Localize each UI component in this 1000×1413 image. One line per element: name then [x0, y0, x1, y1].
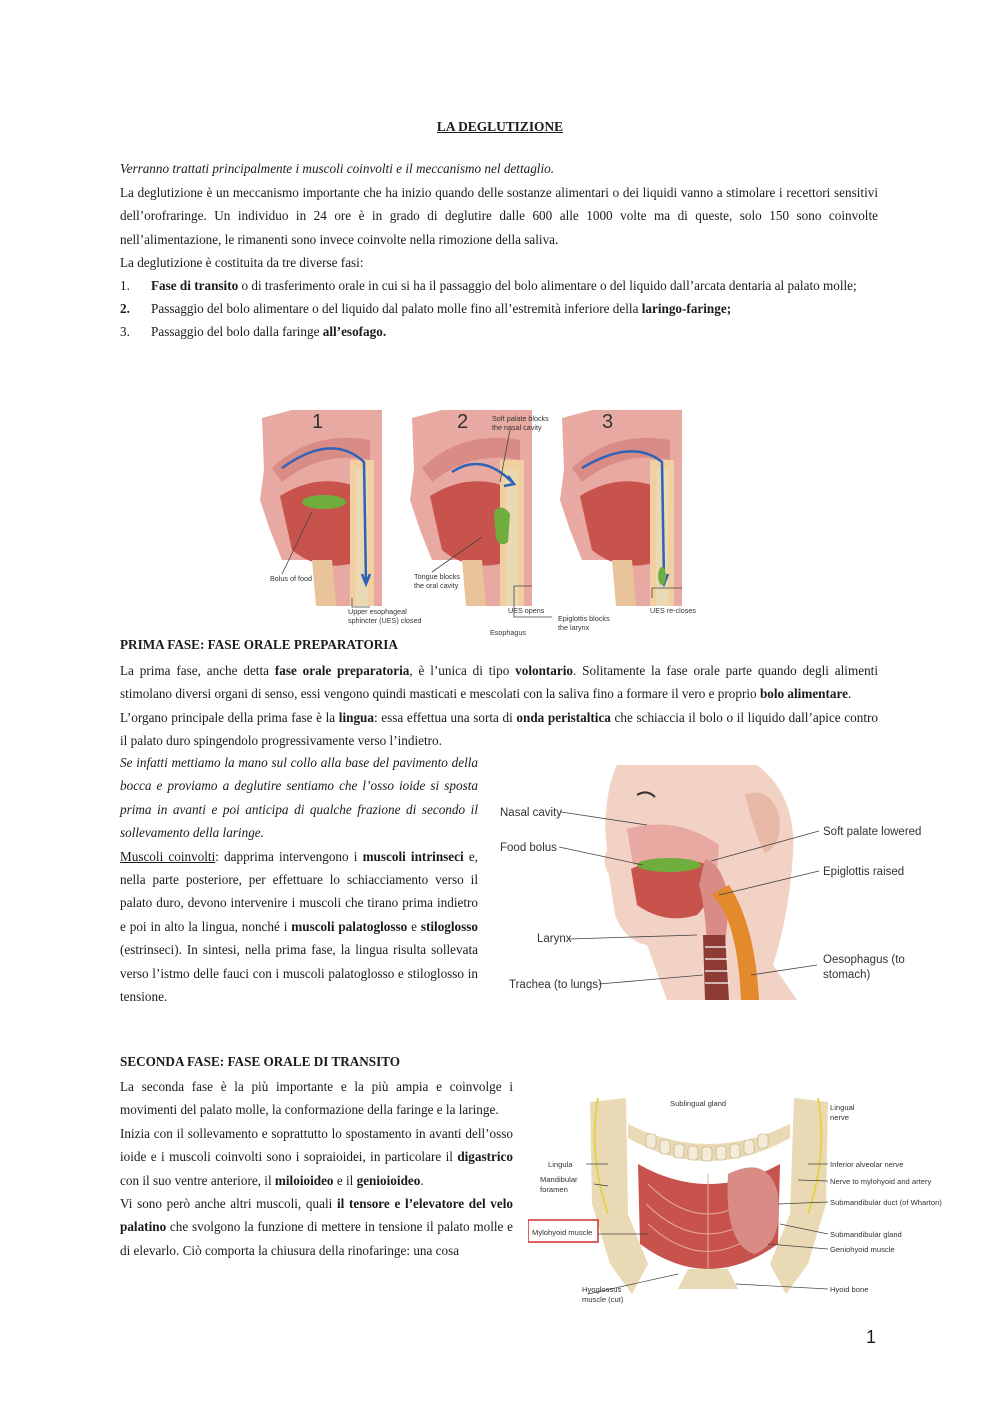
figure-label: Esophagus [490, 628, 526, 637]
text: e [407, 918, 421, 934]
figure-label: Hyoglossus [582, 1285, 622, 1294]
figure-label: Soft palate lowered [823, 826, 922, 838]
figure-label: Nerve to mylohyoid and artery [830, 1177, 932, 1186]
bold-text: stiloglosso [420, 918, 478, 934]
panel-number: 2 [457, 411, 469, 433]
bold-text: lingua [338, 709, 374, 725]
figure-label: Upper esophageal [348, 607, 407, 616]
text: e il [333, 1172, 357, 1188]
figure-label: the larynx [558, 623, 590, 632]
page-number: 1 [866, 1327, 877, 1347]
panel-number: 1 [312, 411, 324, 433]
list-number: 1. [120, 278, 130, 293]
text: . [847, 686, 852, 702]
section-paragraph [120, 751, 478, 1008]
figure-label: Epiglottis blocks [558, 614, 610, 623]
text: che schiaccia il bolo o il liquido dall’apice contro il palato duro spingendolo progressivamente verso l’indietro. [120, 709, 878, 749]
document-title: LA DEGLUTIZIONE [436, 119, 564, 134]
bold-text: miloioideo [274, 1172, 334, 1188]
figure-label: UES opens [508, 606, 545, 615]
bold-text: onda peristaltica [516, 709, 611, 725]
figure-label: stomach) [823, 969, 871, 981]
text: Passaggio del bolo alimentare o del liquido dal palato molle fino all’estremità inferiore della [151, 301, 642, 316]
figure-label: Lingual [830, 1103, 855, 1112]
figure-label: Mylohyoid muscle [532, 1228, 593, 1237]
figure-label: muscle (cut) [582, 1295, 624, 1304]
italic-text: Se infatti mettiamo la mano sul collo alla base del pavimento della bocca e proviamo a deglutire sentiamo che l’osso ioide si sposta prima in avanti e poi anticipa di qualche frazione di secondo il sollevamento della laringe. [120, 755, 478, 841]
text: , è l’unica di tipo [409, 663, 516, 678]
paragraph-text: La deglutizione è un meccanismo importante che ha inizio quando delle sostanze alimentari o dei liquidi vanno a stimolare i recettori sensitivi dell’orofraringe. Un individuo in 24 ore è in grado di deglutire dalle 600 alle 1000 volte ma di queste, solo 150 sono coinvolte nell’alimentazione, le rimanenti sono invece coinvolte nella rimozione della saliva. [120, 185, 878, 247]
text: : dapprima intervengono i [215, 848, 363, 864]
bold-text: bolo alimentare [759, 686, 848, 702]
text: (estrinseci). In sintesi, nella prima fase, la lingua risulta sollevata verso l’istmo delle fauci con i muscoli palatoglosso e stiloglosso in tensione. [120, 942, 478, 1005]
swallowing-stages-figure [252, 402, 702, 640]
figure-label: Trachea (to lungs) [509, 979, 602, 991]
figure-label: Sublingual gland [670, 1099, 727, 1108]
intro-text: Verranno trattati principalmente i muscoli coinvolti e il meccanismo nel dettaglio. [120, 161, 555, 176]
stage-3-panel [560, 410, 682, 606]
text: e, nella parte posteriore, per effettuare lo schiacciamento verso il palato duro, devono intervenire i muscoli che tirano prima indietro e poi in alto la lingua, nonché i [120, 848, 478, 934]
bold-text: all’esofago. [322, 324, 387, 339]
underlined-text: Muscoli coinvolti [120, 848, 216, 864]
section-heading: SECONDA FASE: FASE ORALE DI TRANSITO [120, 1054, 401, 1069]
figure-label: Bolus of food [270, 574, 312, 583]
figure-label: Submandibular duct (of Wharton) [830, 1198, 942, 1207]
figure-label: Inferior alveolar nerve [830, 1160, 904, 1169]
figure-label: the nasal cavity [492, 423, 542, 432]
text: La seconda fase è la più importante e la più ampia e coinvolge i movimenti del palato molle, la conformazione della faringe e la laringe. [120, 1079, 513, 1118]
text: o di trasferimento orale in cui si ha il passaggio del bolo alimentare o del liquido dall’arcata dentaria al palato molle; [238, 278, 857, 293]
list-number: 2. [120, 301, 130, 316]
text: La prima fase, anche detta [120, 663, 275, 678]
text: Inizia con il sollevamento e soprattutto lo spostamento in avanti dell’osso ioide e i muscoli coinvolti sono i sopraioidei, in particolare il [120, 1125, 513, 1165]
figure-label: Tongue blocks [414, 572, 460, 581]
figure-label: Mandibular [540, 1175, 578, 1184]
bold-text: laringo-faringe; [641, 301, 732, 316]
text: L’organo principale della prima fase è la [120, 709, 339, 725]
figure-label: UES re-closes [650, 606, 696, 615]
figure-label: Lingula [548, 1160, 573, 1169]
text: con il suo ventre anteriore, il [120, 1172, 275, 1188]
text: Passaggio del bolo dalla faringe [151, 324, 323, 339]
bold-text: genioioideo [356, 1172, 421, 1188]
bold-text: muscoli palatoglosso [291, 918, 408, 934]
panel-number: 3 [602, 411, 614, 433]
text: Vi sono però anche altri muscoli, quali [120, 1196, 337, 1212]
section-paragraph [120, 659, 878, 753]
bold-text: Fase di transito [151, 278, 239, 293]
text: che svolgono la funzione di mettere in tensione il palato molle e di elevarlo. Ciò comporta la chiusura della rinofaringe: una cosa [120, 1219, 513, 1258]
figure-label: foramen [540, 1185, 568, 1194]
figure-label: Nasal cavity [500, 807, 562, 819]
list-text [151, 297, 731, 320]
figure-label: Epiglottis raised [823, 866, 905, 878]
figure-label: the oral cavity [414, 581, 459, 590]
text: . Solitamente la fase orale parte quando degli alimenti stimolano diversi organi di senso, essi vengono quindi masticati e mescolati con la saliva fino a formare il vero e proprio [120, 663, 878, 702]
section-paragraph [120, 1075, 513, 1262]
section-heading: PRIMA FASE: FASE ORALE PREPARATORIA [120, 637, 398, 652]
intro-paragraph [120, 181, 878, 275]
figure-label: Larynx [537, 933, 572, 945]
figure-label: Submandibular gland [830, 1230, 902, 1239]
paragraph-text: La deglutizione è costituita da tre diverse fasi: [120, 255, 364, 271]
list-text [151, 320, 386, 343]
text: . [420, 1172, 424, 1188]
floor-of-mouth-figure [528, 1094, 950, 1319]
bold-text: il tensore e l’elevatore del velo palatino [120, 1196, 514, 1235]
figure-label: Geniohyoid muscle [830, 1245, 895, 1254]
figure-label: sphincter (UES) closed [348, 616, 422, 625]
head-sagittal-figure [497, 765, 929, 1000]
figure-label: Food bolus [500, 842, 557, 854]
text: : essa effettua una sorta di [373, 709, 517, 725]
bold-text: muscoli intrinseci [362, 848, 464, 864]
bold-text: fase orale preparatoria [274, 663, 410, 678]
list-number: 3. [120, 324, 130, 339]
figure-label: Oesophagus (to [823, 954, 905, 966]
bold-text: digastrico [457, 1149, 513, 1165]
figure-label: nerve [830, 1113, 849, 1122]
figure-label: Hyoid bone [830, 1285, 869, 1294]
bold-text: volontario [515, 663, 574, 678]
list-text [151, 274, 857, 297]
figure-label: Soft palate blocks [492, 414, 549, 423]
